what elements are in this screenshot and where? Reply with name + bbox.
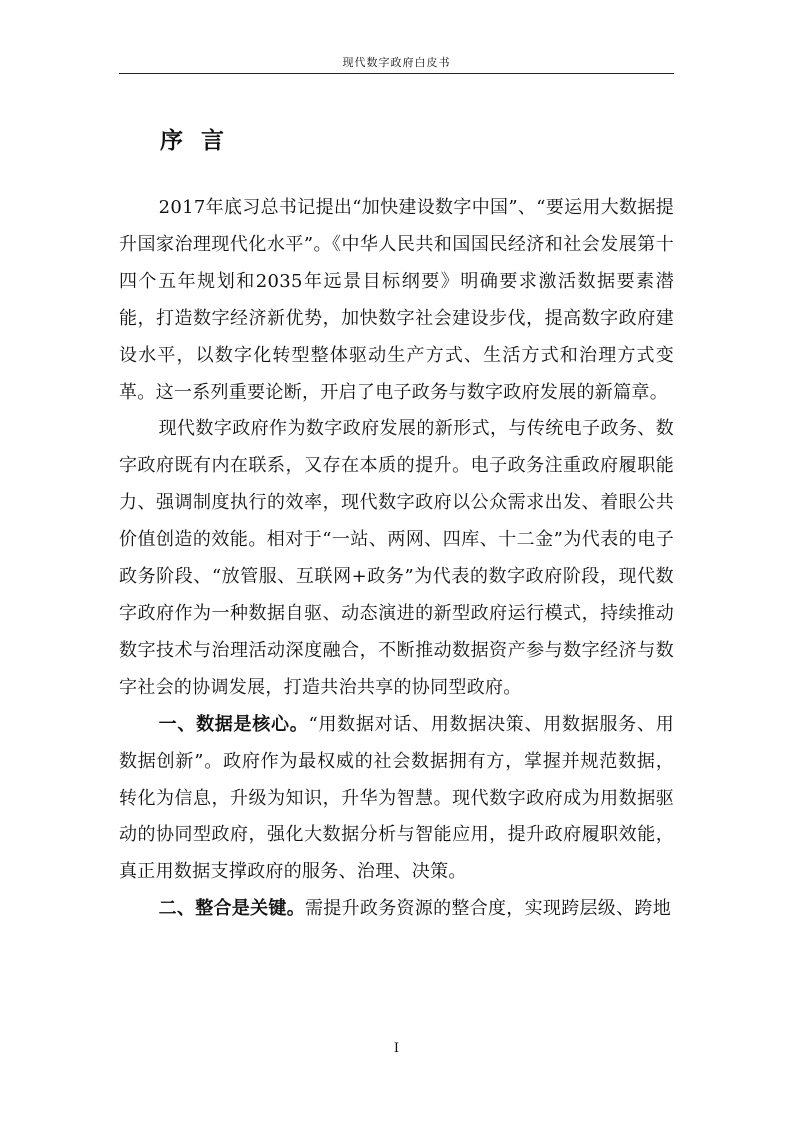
section-title: 序言	[160, 127, 242, 154]
paragraph-integration-key	[119, 891, 674, 928]
paragraph-data-core	[119, 707, 674, 892]
paragraph-text: “用数据对话、用数据决策、用数据服务、用数据创新”。政府作为最权威的社会数据拥有方，掌握并规范数据，转化为信息，升级为知识，升华为智慧。现代数字政府成为用数据驱动的协同型政府，强化大数据分析与智能应用，提升政府履职效能，真正用数据支撑政府的服务、治理、决策。	[119, 713, 675, 883]
paragraph-text: 需提升政务资源的整合度，实现跨层级、跨地	[305, 898, 671, 920]
header-divider	[119, 73, 674, 74]
paragraph-text: 现代数字政府作为数字政府发展的新形式，与传统电子政务、数字政府既有内在联系，又存在本质的提升。电子政务注重政府履职能力、强调制度执行的效率，现代数字政府以公众需求出发、着眼公共价值创造的效能。相对于“一站、两网、四库、十二金”为代表的电子政务阶段、“放管服、互联网+政务”为代表的数字政府阶段，现代数字政府作为一种数据自驱、动态演进的新型政府运行模式，持续推动数字技术与治理活动深度融合，不断推动数据资产参与数字经济与数字社会的协调发展，打造共治共享的协同型政府。	[119, 418, 674, 698]
paragraph-text: 2017年底习总书记提出“加快建设数字中国”、“要运用大数据提升国家治理现代化水平”。《中华人民共和国国民经济和社会发展第十四个五年规划和2035年远景目标纲要》明确要求激活数据要素潜能，打造数字经济新优势，加快数字社会建设步伐，提高数字政府建设水平，以数字化转型整体驱动生产方式、生活方式和治理方式变革。这一系列重要论断，开启了电子政务与数字政府发展的新篇章。	[119, 197, 674, 403]
paragraph-lead: 二、整合是关键。	[158, 898, 305, 920]
body-text	[119, 190, 674, 928]
paragraph-intro	[119, 190, 674, 411]
paragraph-lead: 一、数据是核心。	[158, 713, 309, 735]
page-number: I	[393, 1041, 400, 1056]
running-header: 现代数字政府白皮书	[342, 56, 451, 69]
paragraph-modern-digital-government	[119, 411, 674, 706]
